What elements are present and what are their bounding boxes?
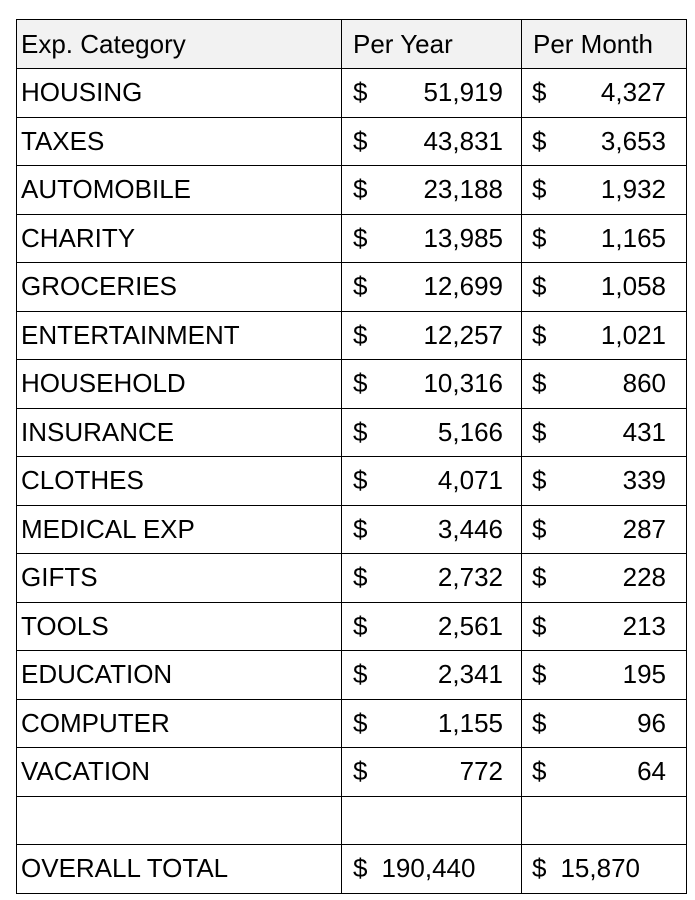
per-month-cell-content — [522, 368, 686, 399]
category-cell[interactable]: COMPUTER — [17, 699, 342, 748]
header-per-month-cell[interactable]: Per Month — [522, 20, 687, 69]
category-cell[interactable]: HOUSEHOLD — [17, 360, 342, 409]
currency-symbol: $ — [532, 659, 547, 690]
currency-symbol: $ — [532, 125, 547, 156]
category-cell[interactable]: EDUCATION — [17, 651, 342, 700]
table-row — [17, 263, 687, 312]
per-year-cell-content — [342, 77, 521, 108]
table-row — [17, 117, 687, 166]
per-year-cell[interactable] — [342, 166, 522, 215]
currency-symbol: $ — [353, 416, 368, 447]
currency-symbol: $ — [353, 271, 368, 302]
amount-value: 2,561 — [437, 610, 503, 641]
currency-symbol: $ — [353, 319, 368, 350]
per-year-cell[interactable] — [342, 214, 522, 263]
table-row — [17, 505, 687, 554]
total-row — [17, 845, 687, 894]
per-month-cell[interactable] — [522, 602, 687, 651]
per-month-cell[interactable] — [522, 505, 687, 554]
currency-symbol: $ — [353, 174, 368, 205]
amount-value: 2,341 — [437, 659, 503, 690]
currency-symbol: $ — [353, 368, 368, 399]
per-year-cell-content — [342, 465, 521, 496]
amount-value: 228 — [622, 562, 666, 593]
table-row — [17, 699, 687, 748]
table-row — [17, 651, 687, 700]
total-per-month-cell[interactable] — [522, 845, 687, 894]
amount-value: 4,327 — [600, 77, 666, 108]
table-row — [17, 408, 687, 457]
category-cell[interactable]: GROCERIES — [17, 263, 342, 312]
amount-value: 2,732 — [437, 562, 503, 593]
currency-symbol: $ — [532, 174, 547, 205]
per-year-cell-content — [342, 514, 521, 545]
amount-value: 13,985 — [423, 222, 503, 253]
category-cell[interactable]: MEDICAL EXP — [17, 505, 342, 554]
empty-row — [17, 796, 687, 845]
per-year-cell[interactable] — [342, 699, 522, 748]
amount-value: 10,316 — [423, 368, 503, 399]
per-month-cell[interactable] — [522, 408, 687, 457]
amount-value: 23,188 — [423, 174, 503, 205]
per-month-cell[interactable] — [522, 69, 687, 118]
amount-value: 287 — [622, 513, 666, 544]
category-cell[interactable]: VACATION — [17, 748, 342, 797]
amount-value: 190,440 — [381, 853, 476, 884]
amount-value: 1,021 — [600, 319, 666, 350]
header-per-year-cell[interactable]: Per Year — [342, 20, 522, 69]
header-category-cell[interactable]: Exp. Category — [17, 20, 342, 69]
amount-value: 1,155 — [437, 707, 503, 738]
table-row — [17, 166, 687, 215]
amount-value: 213 — [622, 610, 666, 641]
amount-value: 64 — [637, 756, 666, 787]
currency-symbol: $ — [532, 513, 547, 544]
currency-symbol: $ — [532, 562, 547, 593]
total-label-cell[interactable]: OVERALL TOTAL — [17, 845, 342, 894]
per-year-cell[interactable] — [342, 554, 522, 603]
per-year-cell-content — [342, 174, 521, 205]
currency-symbol: $ — [353, 125, 368, 156]
header-row — [17, 20, 687, 69]
per-year-cell-content — [342, 756, 521, 787]
per-month-cell-content — [522, 756, 686, 787]
per-month-cell-content — [522, 271, 686, 302]
per-year-cell-content — [342, 271, 521, 302]
amount-value: 3,446 — [437, 513, 503, 544]
category-cell[interactable]: CLOTHES — [17, 457, 342, 506]
per-month-cell-content — [522, 417, 686, 448]
amount-value: 1,058 — [600, 271, 666, 302]
currency-symbol: $ — [353, 77, 368, 108]
amount-value: 431 — [622, 416, 666, 447]
table-row — [17, 311, 687, 360]
per-year-cell[interactable] — [342, 408, 522, 457]
table-row — [17, 457, 687, 506]
amount-value: 195 — [622, 659, 666, 690]
currency-symbol: $ — [532, 853, 547, 884]
expense-table-body — [17, 20, 687, 894]
per-year-cell[interactable] — [342, 505, 522, 554]
currency-symbol: $ — [532, 77, 547, 108]
per-year-cell-content — [342, 126, 521, 157]
expense-table — [16, 19, 687, 894]
currency-symbol: $ — [532, 368, 547, 399]
per-month-cell-content — [522, 223, 686, 254]
amount-value: 339 — [622, 465, 666, 496]
per-year-cell-content — [342, 417, 521, 448]
empty-cell[interactable] — [522, 796, 687, 845]
amount-value: 12,257 — [423, 319, 503, 350]
per-month-cell[interactable] — [522, 360, 687, 409]
per-year-cell[interactable] — [342, 360, 522, 409]
per-month-cell-content — [522, 320, 686, 351]
amount-value: 772 — [459, 756, 503, 787]
per-month-cell-content — [522, 514, 686, 545]
category-cell[interactable]: TAXES — [17, 117, 342, 166]
category-cell[interactable]: AUTOMOBILE — [17, 166, 342, 215]
category-cell[interactable]: CHARITY — [17, 214, 342, 263]
currency-symbol: $ — [353, 465, 368, 496]
table-row — [17, 748, 687, 797]
amount-value: 96 — [637, 707, 666, 738]
per-month-cell[interactable] — [522, 117, 687, 166]
amount-value: 12,699 — [423, 271, 503, 302]
currency-symbol: $ — [532, 610, 547, 641]
currency-symbol: $ — [532, 707, 547, 738]
per-year-cell-content — [342, 708, 521, 739]
table-row — [17, 554, 687, 603]
table-row — [17, 214, 687, 263]
per-year-cell[interactable] — [342, 263, 522, 312]
amount-value: 4,071 — [437, 465, 503, 496]
total-per-month-cell-content — [522, 853, 686, 884]
per-year-cell-content — [342, 320, 521, 351]
per-month-cell[interactable] — [522, 748, 687, 797]
per-year-cell[interactable] — [342, 117, 522, 166]
per-year-cell-content — [342, 611, 521, 642]
per-month-cell-content — [522, 611, 686, 642]
per-month-cell[interactable] — [522, 651, 687, 700]
currency-symbol: $ — [532, 756, 547, 787]
total-per-year-cell-content — [342, 853, 521, 884]
per-month-cell-content — [522, 126, 686, 157]
category-cell[interactable]: GIFTS — [17, 554, 342, 603]
table-row — [17, 602, 687, 651]
amount-value: 3,653 — [600, 125, 666, 156]
per-month-cell-content — [522, 77, 686, 108]
amount-value: 15,870 — [560, 853, 640, 884]
amount-value: 1,932 — [600, 174, 666, 205]
currency-symbol: $ — [353, 222, 368, 253]
per-month-cell[interactable] — [522, 214, 687, 263]
currency-symbol: $ — [532, 465, 547, 496]
per-month-cell-content — [522, 659, 686, 690]
amount-value: 5,166 — [437, 416, 503, 447]
currency-symbol: $ — [532, 319, 547, 350]
table-row — [17, 360, 687, 409]
per-month-cell[interactable] — [522, 311, 687, 360]
amount-value: 1,165 — [600, 222, 666, 253]
currency-symbol: $ — [532, 416, 547, 447]
per-year-cell[interactable] — [342, 602, 522, 651]
per-month-cell[interactable] — [522, 554, 687, 603]
per-month-cell[interactable] — [522, 457, 687, 506]
per-month-cell[interactable] — [522, 699, 687, 748]
total-per-year-cell[interactable] — [342, 845, 522, 894]
category-cell[interactable]: HOUSING — [17, 69, 342, 118]
per-month-cell-content — [522, 562, 686, 593]
per-year-cell[interactable] — [342, 311, 522, 360]
per-year-cell[interactable] — [342, 651, 522, 700]
currency-symbol: $ — [353, 707, 368, 738]
currency-symbol: $ — [353, 610, 368, 641]
per-year-cell-content — [342, 368, 521, 399]
per-month-cell[interactable] — [522, 263, 687, 312]
currency-symbol: $ — [353, 853, 368, 884]
amount-value: 860 — [622, 368, 666, 399]
per-year-cell-content — [342, 562, 521, 593]
per-month-cell-content — [522, 708, 686, 739]
currency-symbol: $ — [353, 756, 368, 787]
per-month-cell[interactable] — [522, 166, 687, 215]
category-cell[interactable]: ENTERTAINMENT — [17, 311, 342, 360]
currency-symbol: $ — [353, 659, 368, 690]
per-year-cell[interactable] — [342, 457, 522, 506]
per-year-cell[interactable] — [342, 69, 522, 118]
category-cell[interactable]: TOOLS — [17, 602, 342, 651]
per-year-cell-content — [342, 223, 521, 254]
per-month-cell-content — [522, 174, 686, 205]
currency-symbol: $ — [353, 562, 368, 593]
empty-cell[interactable] — [342, 796, 522, 845]
table-row — [17, 69, 687, 118]
currency-symbol: $ — [353, 513, 368, 544]
amount-value: 43,831 — [423, 125, 503, 156]
per-month-cell-content — [522, 465, 686, 496]
category-cell[interactable]: INSURANCE — [17, 408, 342, 457]
empty-cell[interactable] — [17, 796, 342, 845]
currency-symbol: $ — [532, 222, 547, 253]
amount-value: 51,919 — [423, 77, 503, 108]
per-year-cell-content — [342, 659, 521, 690]
per-year-cell[interactable] — [342, 748, 522, 797]
currency-symbol: $ — [532, 271, 547, 302]
